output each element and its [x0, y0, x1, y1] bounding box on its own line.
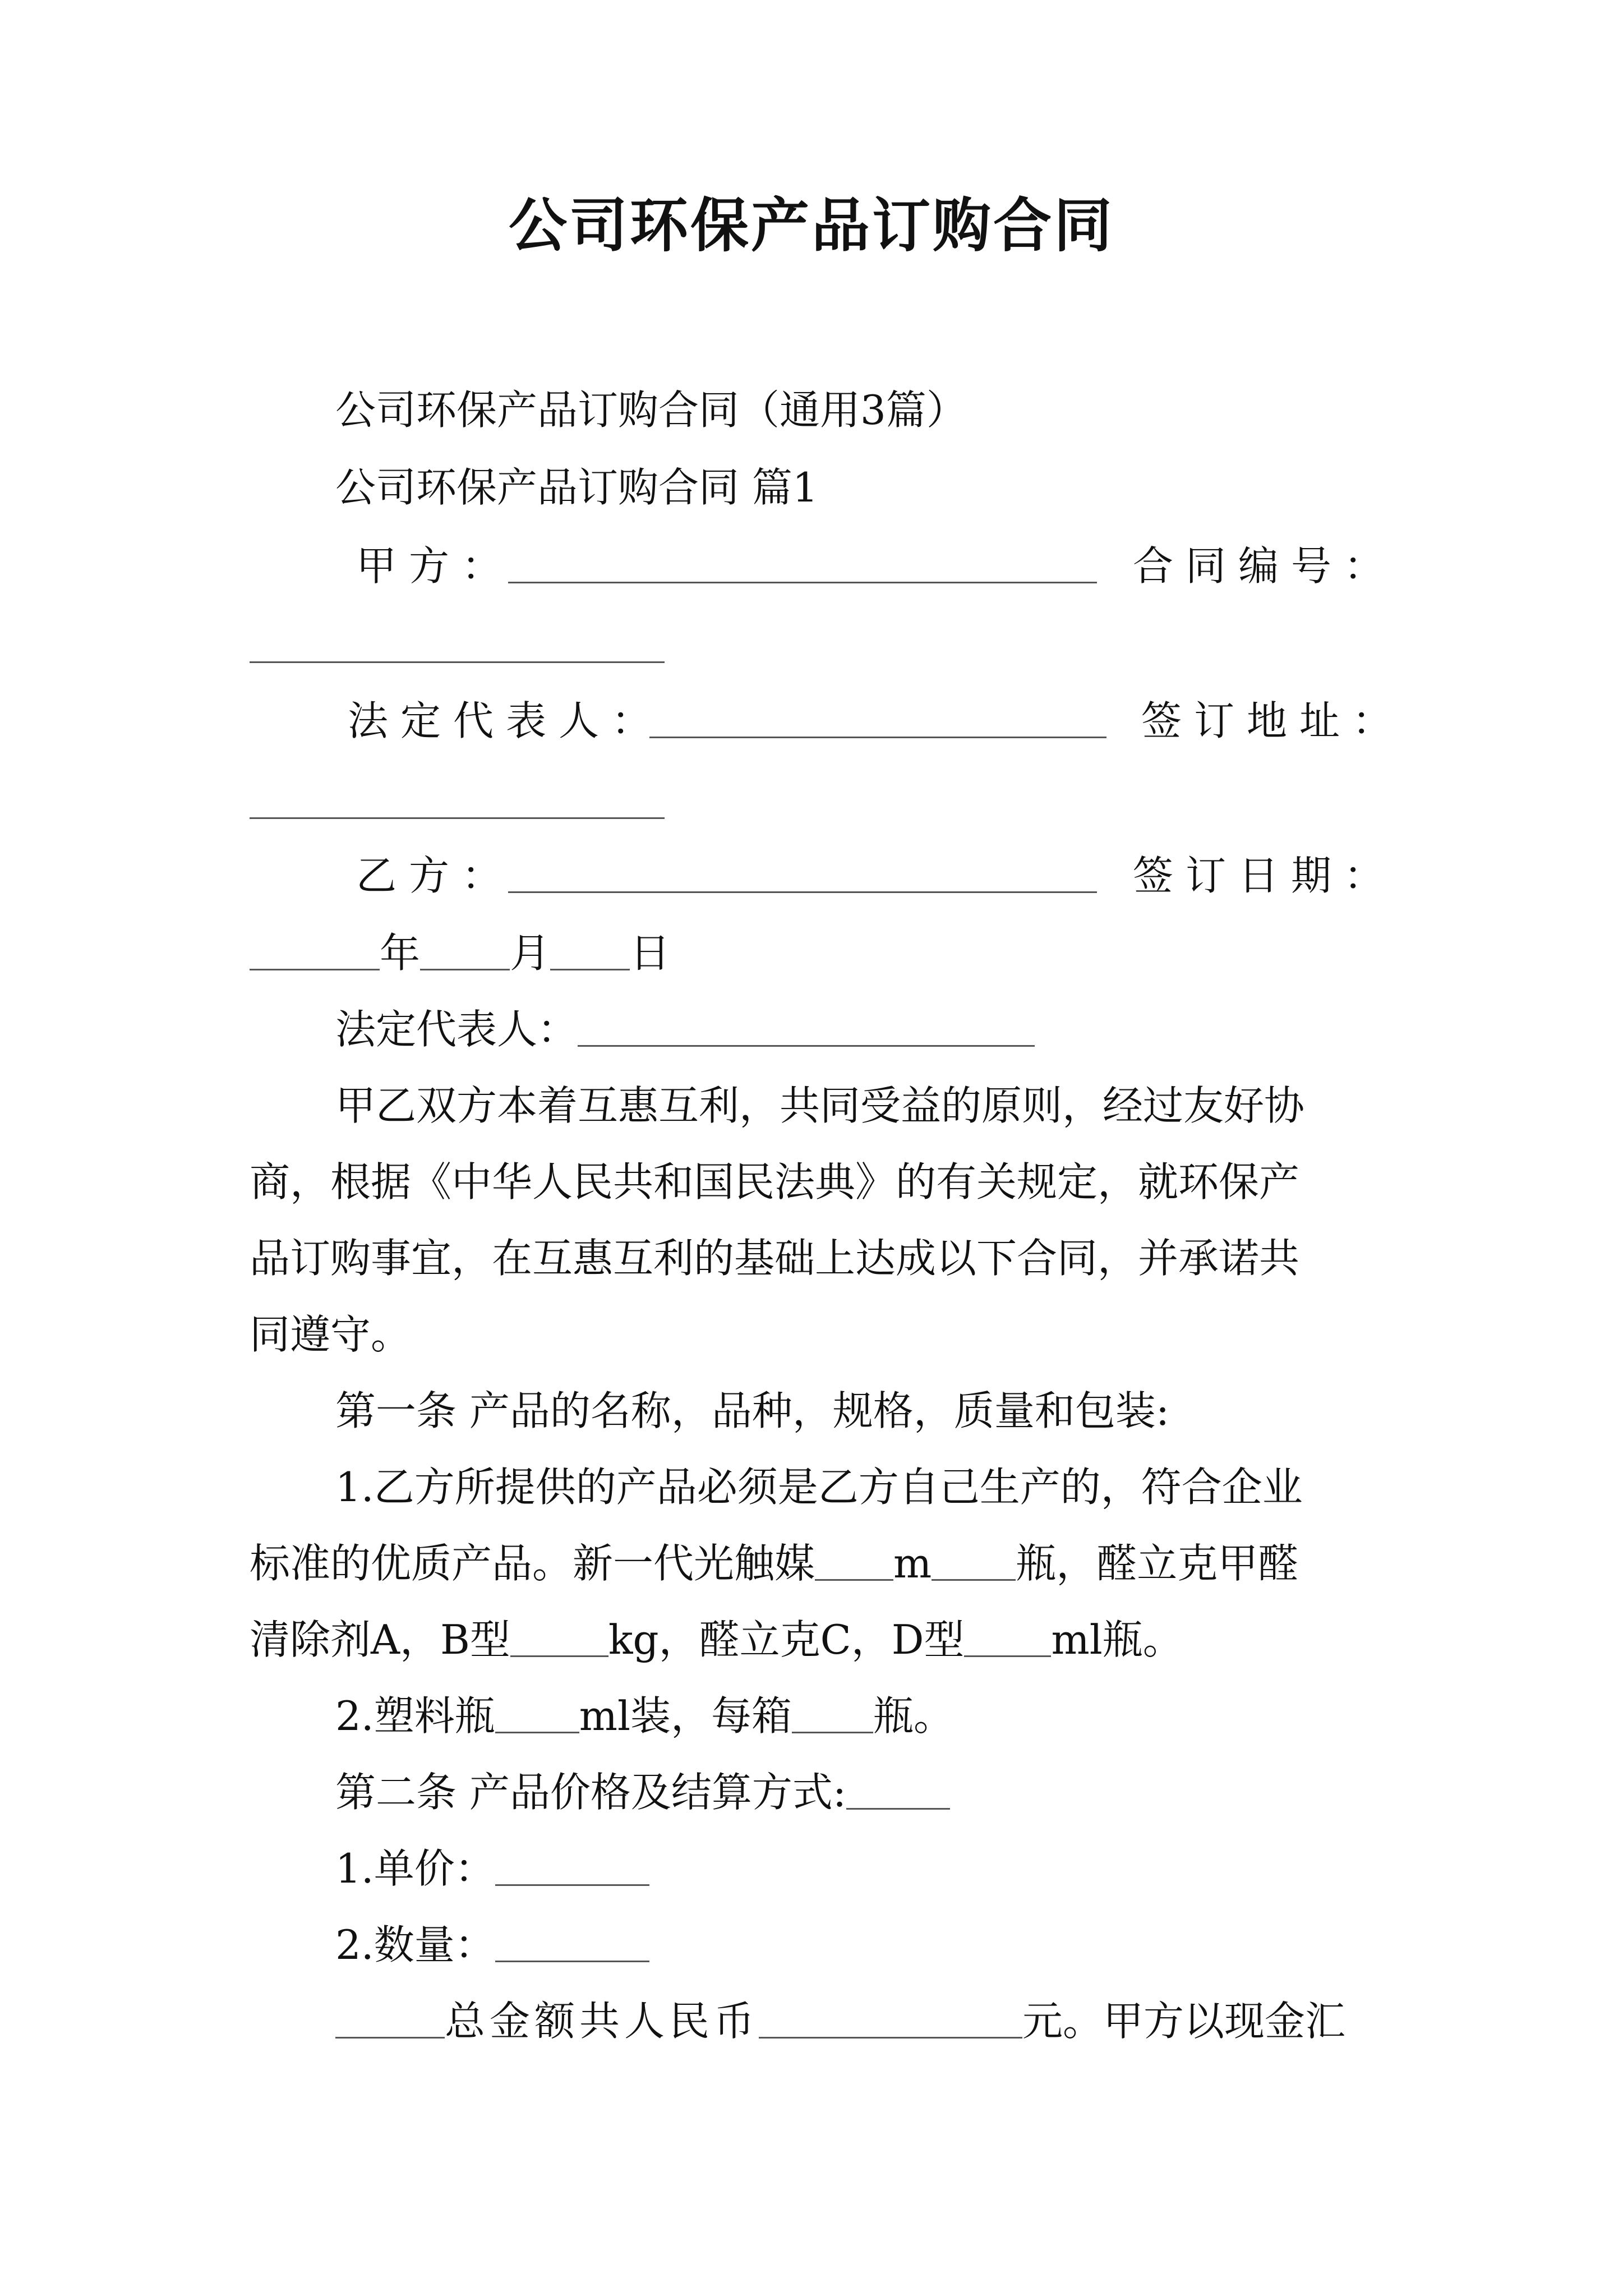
legal-rep-b-line: [335, 1005, 1035, 1053]
article1-item2-line: 2.塑料瓶 ml装，每箱 瓶。: [335, 1692, 955, 1740]
legal-rep-b-label: 法定代表人：: [335, 1006, 578, 1053]
article1-item1-line: 1.乙方所提供的产品必须是乙方自己生产的，符合企业: [335, 1464, 1303, 1511]
legal-rep-b-blank: [578, 1009, 1035, 1047]
legal-rep-a-blank: [649, 697, 1106, 745]
article2-heading: 第二条 产品价格及结算方式:: [335, 1769, 847, 1816]
part-heading: 公司环保产品订购合同 篇1: [335, 464, 818, 511]
intro-line: 同遵守。: [250, 1311, 412, 1358]
total-amount-line: 总金额共人民币 元。甲方以现金汇: [335, 1997, 1345, 2045]
party-b-label: 乙方：: [356, 852, 515, 899]
party-a-blank: [508, 542, 1097, 590]
quantity-line: [335, 1921, 649, 1969]
quantity-blank: [495, 1925, 649, 1962]
quantity-label: 2.数量：: [335, 1921, 495, 1968]
day-blank: [550, 933, 630, 970]
unit-price-blank: [495, 1848, 649, 1886]
intro-line: 甲乙双方本着互惠互利，共同受益的原则，经过友好协: [335, 1082, 1305, 1129]
contract-no-label: 合同编号：: [1133, 542, 1397, 590]
month-label: 月: [510, 930, 551, 977]
unit-price-label: 1.单价：: [335, 1845, 495, 1892]
article1-heading: 第一条 产品的名称，品种，规格，质量和包装:: [335, 1387, 1170, 1434]
article1-item1-line: 清除剂A，B型 kg，醛立克C，D型 ml瓶。: [250, 1616, 1183, 1663]
article2-heading-line: [335, 1768, 950, 1816]
month-blank: [420, 933, 510, 970]
party-a-label: 甲方：: [356, 542, 515, 590]
day-label: 日: [630, 930, 671, 977]
year-blank: [250, 933, 380, 970]
intro-line: 商，根据《中华人民共和国民法典》的有关规定，就环保产: [250, 1158, 1300, 1205]
sign-date-line: [250, 929, 670, 977]
year-label: 年: [380, 930, 421, 977]
sign-date-label: 签订日期：: [1133, 852, 1397, 899]
contract-no-blank: [250, 622, 665, 670]
sign-address-label: 签订地址：: [1141, 697, 1405, 744]
party-b-blank: [508, 852, 1097, 900]
intro-line: 品订购事宜，在互惠互利的基础上达成以下合同，并承诺共: [250, 1235, 1300, 1282]
sign-address-blank: [250, 777, 665, 826]
legal-rep-a-label: 法定代表人：: [348, 697, 665, 744]
article1-item1-line: 标准的优质产品。新一代光触媒 m 瓶，醛立克甲醛: [250, 1540, 1299, 1587]
unit-price-line: [335, 1844, 649, 1893]
document-title: 公司环保产品订购合同: [508, 191, 1114, 260]
document-subtitle: 公司环保产品订购合同（通用3篇）: [335, 386, 967, 434]
